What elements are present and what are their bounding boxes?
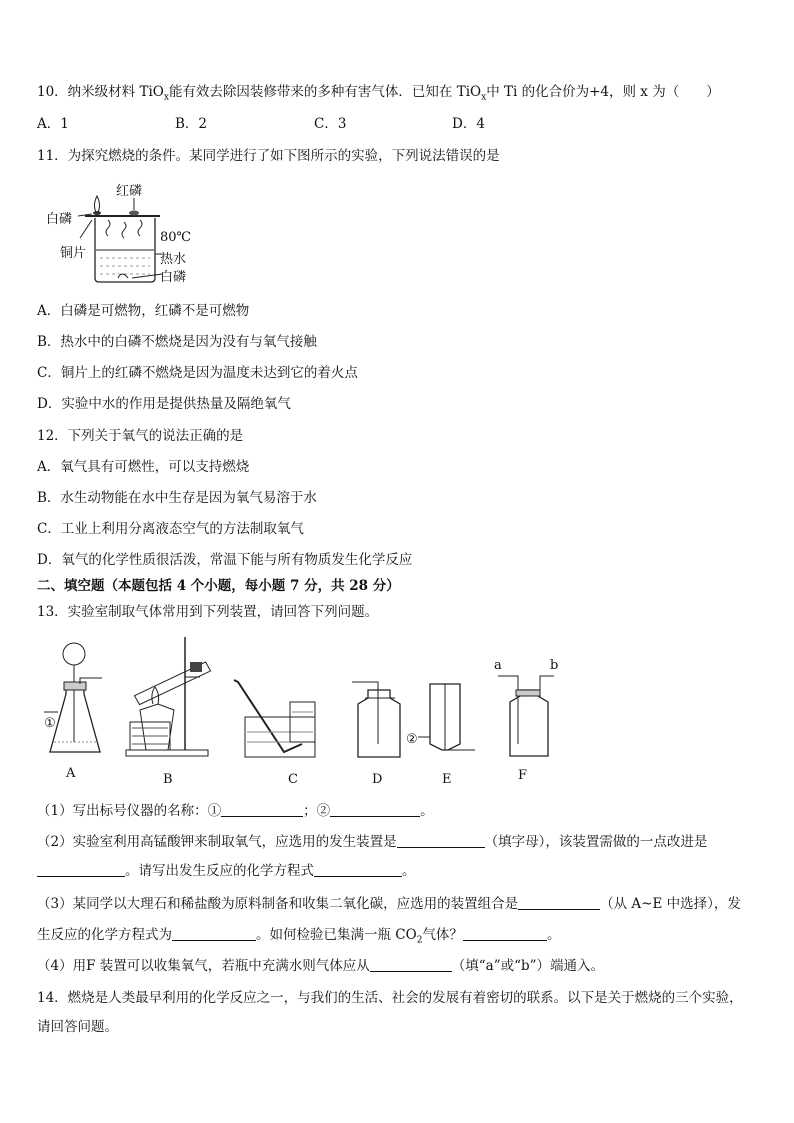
q11-option-a: A．白磷是可燃物，红磷不是可燃物 [37,303,250,319]
q11-option-d: D．实验中水的作用是提供热量及隔绝氧气 [37,396,291,412]
port-b-label: b [550,658,559,673]
text: 。 [402,863,416,879]
apparatus-d [352,682,400,757]
text: 生反应的化学方程式为 [37,927,172,943]
q13-part3-line1 [37,895,741,913]
text: ；② [303,803,331,819]
q10-stem-part: 10．纳米级材料 TiO [37,84,164,100]
q13-stem: 13．实验室制取气体常用到下列装置，请回答下列问题。 [37,604,379,620]
apparatus-e [418,684,475,750]
label-copper-sheet: 铜片 [60,246,87,261]
apparatus-b-label: B [163,772,173,787]
q12-option-c: C．工业上利用分离液态空气的方法制取氧气 [37,521,304,537]
text: 。 [420,803,434,819]
answer-blank[interactable] [172,926,256,941]
answer-blank[interactable] [518,895,600,910]
q12-stem: 12．下列关于氧气的说法正确的是 [37,428,244,444]
text: （3）某同学以大理石和稀盐酸为原料制备和收集二氧化碳，应选用的装置组合是 [37,896,519,912]
label-white-phosphorus-bottom: 白磷 [160,270,187,285]
label-red-phosphorus: 红磷 [116,184,143,199]
answer-blank[interactable] [37,862,125,877]
q13-part2-line1 [37,833,707,851]
q10-option-d: D．4 [452,116,485,132]
subscript: x [481,92,487,103]
port-a-label: a [494,658,502,673]
apparatus-f [498,676,554,756]
apparatus-b [126,637,214,756]
q13-part2-line2 [37,862,416,880]
answer-blank[interactable] [314,862,402,877]
text: （填“a”或“b”）端通入。 [451,958,605,974]
label-temperature: 80℃ [160,230,192,245]
answer-blank[interactable] [397,833,485,848]
answer-blank[interactable] [370,957,452,972]
q10-option-b: B．2 [175,116,208,132]
q12-option-d: D．氧气的化学性质很活泼，常温下能与所有物质发生化学反应 [37,552,413,568]
label-white-phosphorus-top: 白磷 [46,212,73,227]
apparatus-a-label: A [66,766,76,781]
subscript: x [163,92,169,103]
text: 。请写出发生反应的化学方程式 [125,863,314,879]
q10-stem-part: 中 Ti 的化合价为+4，则 x 为（ ） [486,84,720,100]
apparatus-f-label: F [518,768,528,783]
text: 。如何检验已集满一瓶 CO [256,927,417,943]
apparatus-a [44,643,102,752]
text: 气体？ [422,927,463,943]
text: （4）用F 装置可以收集氧气，若瓶中充满水则气体应从 [37,958,370,974]
q14-stem-line1: 14．燃烧是人类最早利用的化学反应之一，与我们的生活、社会的发展有着密切的联系。以下是关于燃烧的三个实验， [37,990,743,1006]
q14-stem-line2: 请回答问题。 [37,1019,118,1035]
q11-option-c: C．铜片上的红磷不燃烧是因为温度未达到它的着火点 [37,365,358,381]
text: （2）实验室利用高锰酸钾来制取氧气，应选用的发生装置是 [37,834,397,850]
q13-part1 [37,802,434,820]
section-heading: 二、填空题（本题包括 4 个小题，每小题 7 分，共 28 分） [37,578,400,594]
text: （填字母），该装置需做的一点改进是 [484,834,708,850]
q10-option-c: C．3 [314,116,347,132]
label-hot-water: 热水 [160,252,187,267]
text: （从 A~E 中选择），发 [600,896,741,912]
q13-part3-line2 [37,926,560,950]
apparatus-d-label: D [372,772,383,787]
marker-2: ② [406,732,418,747]
marker-1: ① [44,716,56,731]
apparatus-c-label: C [288,772,298,787]
q11-stem: 11．为探究燃烧的条件。某同学进行了如下图所示的实验，下列说法错误的是 [37,148,500,164]
text: 。 [546,927,561,943]
answer-blank[interactable] [463,926,547,941]
q10-stem-part: 能有效去除因装修带来的多种有害气体．已知在 TiO [168,84,482,100]
answer-blank[interactable] [330,802,420,817]
q12-option-b: B．水生动物能在水中生存是因为氧气易溶于水 [37,490,317,506]
q11-figure [40,178,200,288]
q13-part4 [37,957,604,975]
q12-option-a: A．氧气具有可燃性，可以支持燃烧 [37,459,250,475]
q10-option-a: A．1 [37,116,69,132]
q13-apparatus-figure [40,632,570,792]
apparatus-e-label: E [442,772,452,787]
lab-apparatus-diagram [40,632,570,792]
subscript: 2 [416,935,423,946]
q11-option-b: B．热水中的白磷不燃烧是因为没有与氧气接触 [37,334,317,350]
answer-blank[interactable] [221,802,303,817]
apparatus-c [234,680,315,757]
q10-stem [37,83,720,107]
text: （1）写出标号仪器的名称：① [37,803,222,819]
